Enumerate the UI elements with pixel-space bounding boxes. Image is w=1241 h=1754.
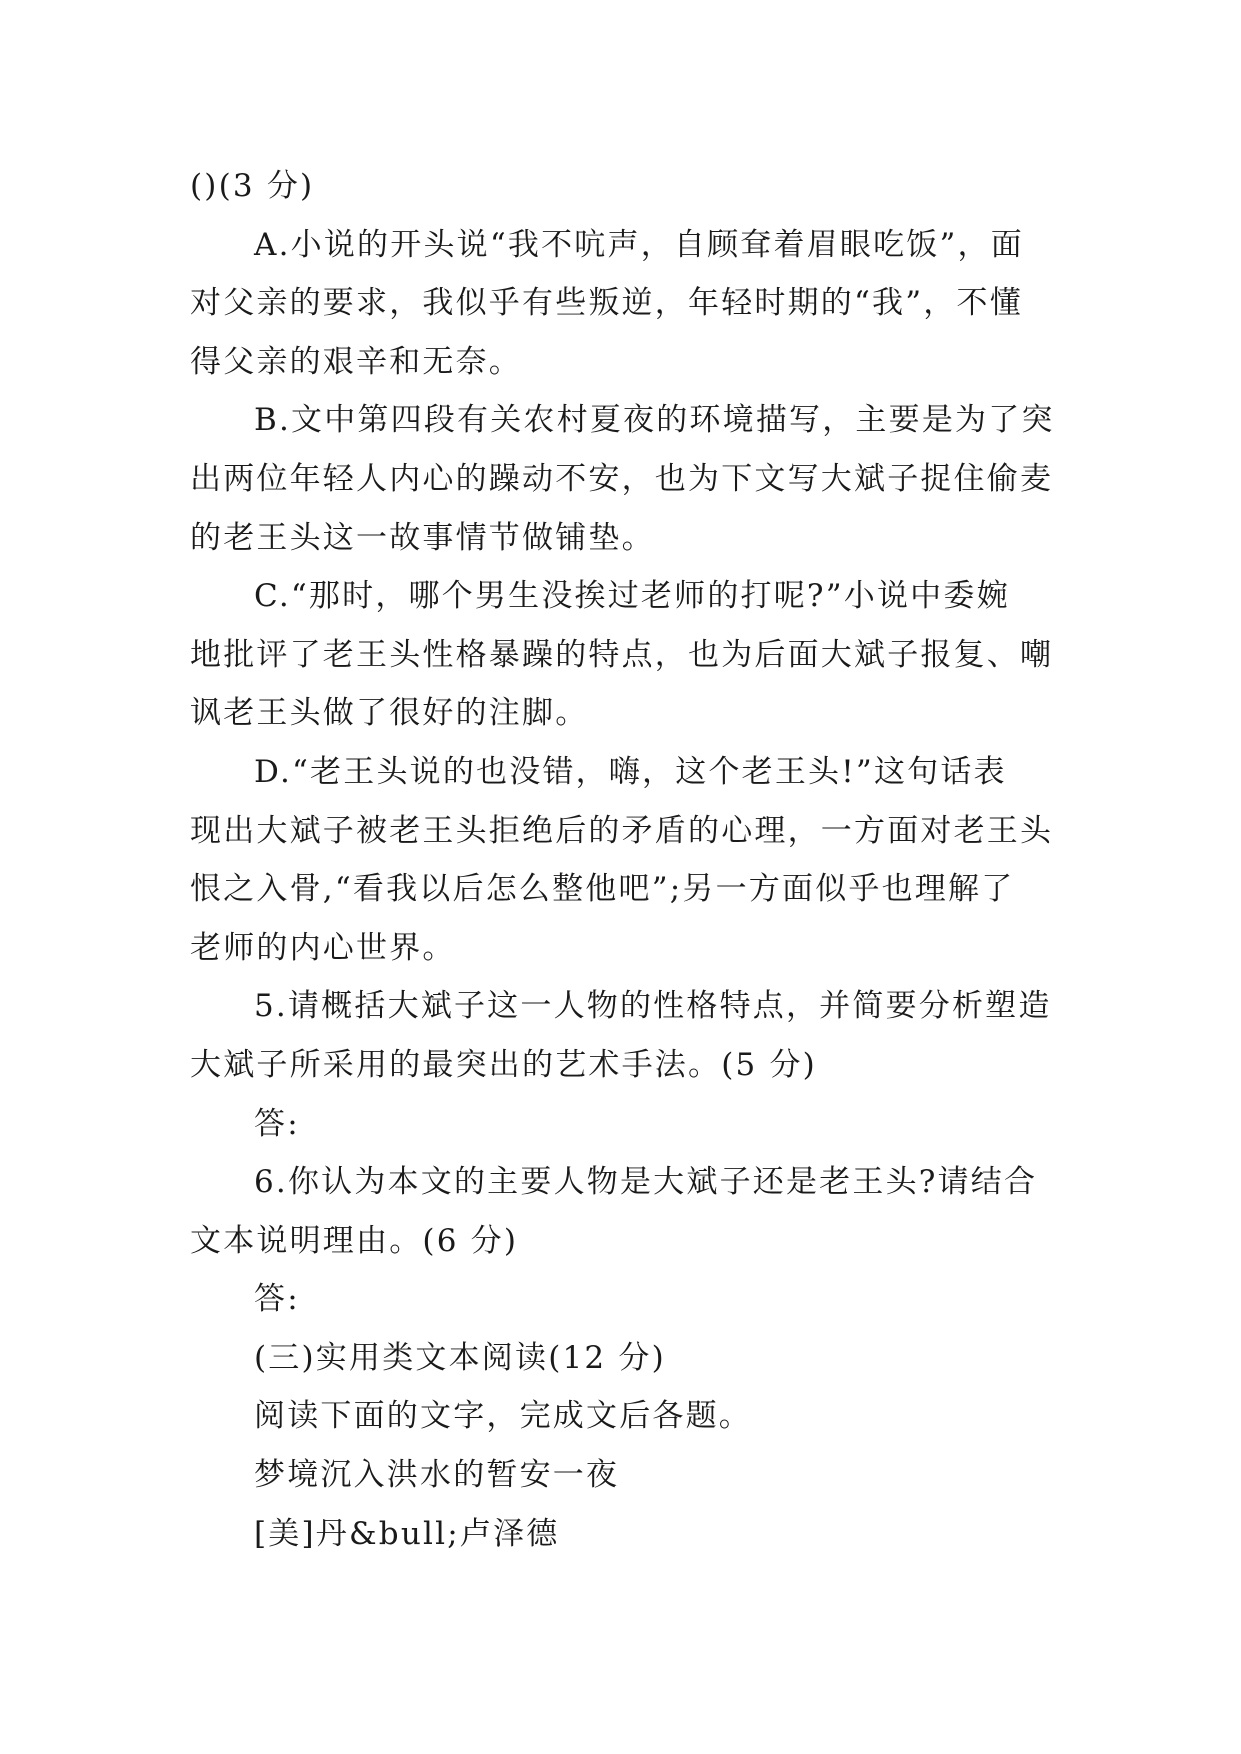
article-title: 梦境沉入洪水的暂安一夜 [254, 1457, 620, 1494]
question-5-line-1: 5.请概括大斌子这一人物的性格特点，并简要分析塑造 [254, 988, 1052, 1025]
option-d-line-2: 现出大斌子被老王头拒绝后的矛盾的心理，一方面对老王头 [190, 812, 1054, 849]
document-body [190, 157, 1065, 1563]
answer-6-label: 答: [254, 1281, 300, 1318]
answer-5-label: 答: [254, 1105, 300, 1142]
option-c-line-2: 地批评了老王头性格暴躁的特点，也为后面大斌子报复、嘲 [190, 636, 1054, 673]
question-5-line-2: 大斌子所采用的最突出的艺术手法。(5 分) [190, 1046, 817, 1083]
option-b-line-3: 的老王头这一故事情节做铺垫。 [190, 519, 655, 556]
option-d-line-3: 恨之入骨,“看我以后怎么整他吧”;另一方面似乎也理解了 [190, 871, 1015, 908]
reading-instruction: 阅读下面的文字，完成文后各题。 [254, 1398, 752, 1435]
option-b-line-2: 出两位年轻人内心的躁动不安，也为下文写大斌子捉住偷麦 [190, 460, 1054, 497]
article-author: [美]丹&bull;卢泽德 [254, 1515, 560, 1552]
option-d-line-1: D.“老王头说的也没错，嗨，这个老王头!”这句话表 [254, 753, 1007, 790]
question-4-score: ()(3 分) [190, 168, 315, 204]
option-d-line-4: 老师的内心世界。 [190, 929, 456, 966]
question-6-line-2: 文本说明理由。(6 分) [190, 1222, 519, 1259]
option-c-line-1: C.“那时，哪个男生没挨过老师的打呢?”小说中委婉 [254, 578, 1010, 615]
option-c-line-3: 讽老王头做了很好的注脚。 [190, 695, 589, 732]
option-a-line-3: 得父亲的艰辛和无奈。 [190, 343, 522, 380]
option-b-line-1: B.文中第四段有关农村夏夜的环境描写，主要是为了突 [254, 402, 1055, 439]
option-a-line-1: A.小说的开头说“我不吭声，自顾耷着眉眼吃饭”，面 [254, 226, 1024, 263]
option-a-line-2: 对父亲的要求，我似乎有些叛逆，年轻时期的“我”，不懂 [190, 285, 1023, 322]
question-6-line-1: 6.你认为本文的主要人物是大斌子还是老王头?请结合 [254, 1164, 1038, 1201]
section-heading: (三)实用类文本阅读(12 分) [254, 1339, 666, 1376]
